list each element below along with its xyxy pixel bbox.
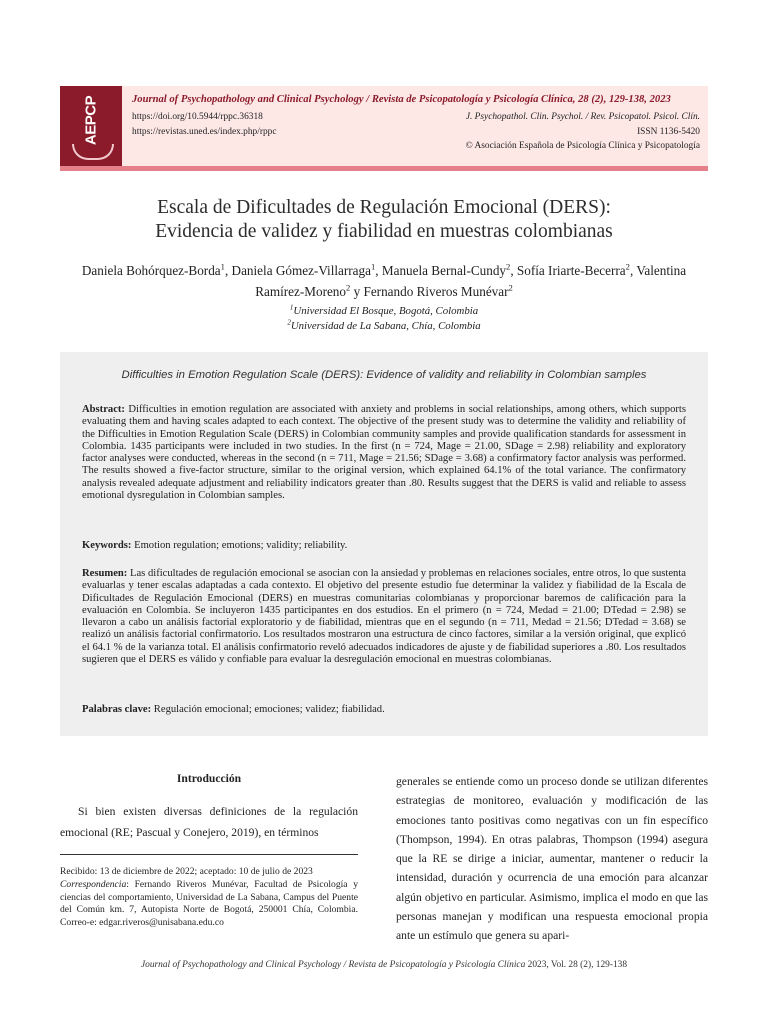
abstract-text: Difficulties in emotion regulation are associated with anxiety and problems in social relationships, among others, which supports evaluating them and having scales adapted to each context. The objective of the present study was to determine the validity and reliability of the Difficulties in Emotion Regulation Scale (DERS) in Colombian community samples and provide qualification standards for assessment in Colombia. 1435 participants were included in two studies. In the first (n = 724, Mage = 21.00, SDage = 2.98) reliability and exploratory factor analyses were conducted, whereas in the second (n = 711, Mage = 21.56; SDage = 3.68) a confirmatory factor analysis was performed. The results showed a five-factor structure, similar to the original version, which explained 64.1% of the total variance. The confirmatory analysis revealed adequate adjustment and reliability indicators greater than .80. Results suggest that the DERS is valid and reliable to assess emotional dysregulation in Colombian samples. <box>82 404 686 502</box>
issn: ISSN 1136-5420 <box>637 127 700 137</box>
author: Sofía Iriarte-Becerra <box>516 263 626 278</box>
journal-title: Journal of Psychopathology and Clinical Psychology / Revista de Psicopatología y Psicología Clínica, 28 (2), 129-138, 2023 <box>132 94 671 105</box>
keywords-text: Emotion regulation; emotions; validity; reliability. <box>134 540 348 551</box>
intro-heading: Introducción <box>176 772 242 785</box>
journal-abbrev: J. Psychopathol. Clin. Psychol. / Rev. Psicopatol. Psicol. Clín. <box>465 112 700 122</box>
author: Valentina Ramírez-Moreno <box>255 263 687 299</box>
header-divider <box>60 166 708 171</box>
palabras-text: Regulación emocional; emociones; validez; fiabilidad. <box>153 704 385 715</box>
title-line-1: Escala de Dificultades de Regulación Emocional (DERS): <box>157 197 611 218</box>
journal-logo <box>60 86 122 166</box>
resumen-text: Las dificultades de regulación emocional se asocian con la ansiedad y problemas en relaciones sociales, entre otros, lo que sustenta evaluarlas y tener escalas adaptadas a cada contexto. El objetivo del presente estudio fue determinar la validez y fiabilidad de la Escala de Dificultades de Regulación Emocional (DERS) en muestras comunitarias colombianas y proporcionar baremos de calificación para la evaluación en Colombia. Se incluyeron 1435 participantes en dos estudios. En el primero (n = 724, Medad = 21.00; DTedad = 2.98) se llevaron a cabo un análisis factorial exploratorio y de fiabilidad, mientras que en el segundo (n = 711, Medad = 21.56; DTedad = 3.68) se realizó un análisis factorial confirmatorio. Los resultados mostraron una estructura de cinco factores, similar a la versión original, que explicó el 64.1 % de la varianza total. El análisis confirmatorio reveló adecuados indicadores de ajuste y de fiabilidad superiores a .80. Los resultados sugieren que el DERS es válido y confiable para evaluar la desregulación emocional en muestras colombianas. <box>82 568 686 666</box>
copyright: © Asociación Española de Psicología Clínica y Psicopatología <box>465 141 700 151</box>
author: Daniela Gómez-Villarraga <box>231 263 371 278</box>
page-footer <box>60 960 708 970</box>
footer-citation: 2023, Vol. 28 (2), 129-138 <box>525 960 628 970</box>
keywords-label: Keywords: <box>82 540 132 551</box>
abstract-box <box>60 352 708 736</box>
affiliation-1: $^1$Universidad El Bosque, Bogotá, Colombia <box>289 303 479 317</box>
logo-text: AEPCP <box>82 95 100 146</box>
resumen-label: Resumen: <box>82 568 128 579</box>
received-date: Recibido: 13 de diciembre de 2022; aceptado: 10 de julio de 2023 <box>60 866 313 877</box>
keywords <box>82 540 686 552</box>
doi-link[interactable]: https://doi.org/10.5944/rppc.36318 <box>132 112 263 122</box>
english-title: Difficulties in Emotion Regulation Scale (DERS): Evidence of validity and reliability in Colombian samples <box>121 369 647 381</box>
footnote-rule <box>60 854 358 855</box>
resumen <box>82 568 686 666</box>
author: Daniela Bohórquez-Borda <box>81 263 221 278</box>
affiliation-2: $^2$Universidad de La Sabana, Chía, Colombia <box>287 318 481 332</box>
palabras-label: Palabras clave: <box>82 704 152 715</box>
author: Manuela Bernal-Cundy <box>381 263 507 278</box>
correspondence: Correspondencia: Fernando Riveros Munévar, Facultad de Psicología y ciencias del comportamiento, Universidad de La Sabana, Campus del Puente del Común km. 7, Autopista Norte de Bogotá, 250001 Chía, Colombia. Correo-e: edgar.riveros@unisabana.edu.co <box>60 878 358 929</box>
journal-url[interactable]: https://revistas.uned.es/index.php/rppc <box>132 127 277 137</box>
abstract-label: Abstract: <box>82 404 125 415</box>
logo-arc-icon <box>72 144 114 160</box>
palabras-clave <box>82 704 686 716</box>
title-line-2: Evidencia de validez y fiabilidad en muestras colombianas <box>155 221 613 242</box>
abstract <box>82 404 686 502</box>
author-list: Daniela Bohórquez-Borda$^1$, Daniela Gómez-Villarraga$^1$, Manuela Bernal-Cundy$^2$, Sofía Iriarte-Becerra$^2$, Valentina Ramírez-Moreno$^2$ y Fernando Riveros Munévar$^2$ <box>81 261 687 299</box>
body-column-2: generales se entiende como un proceso donde se utilizan diferentes estrategias de monitoreo, evaluación y modificación de las emociones tanto positivas como negativas con un fin específico (Thompson, 1994). En otras palabras, Thompson (1994) asegura que la RE se dirige a iniciar, aumentar, mantener o reducir la intensidad, duración y ocurrencia de una emoción para alcanzar algún objetivo en particular. Asimismo, implica el modo en que las personas manejan y modifican una respuesta emocional propia ante un estímulo que genera su apari- <box>396 775 708 943</box>
article-title <box>60 196 708 244</box>
footer-journal: Journal of Psychopathology and Clinical Psychology / Revista de Psicopatología y Psicología Clínica <box>140 960 526 970</box>
author: Fernando Riveros Munévar <box>363 284 509 299</box>
journal-header <box>60 86 708 166</box>
intro-paragraph: Si bien existen diversas definiciones de la regulación emocional (RE; Pascual y Conejero, 2019), en términos <box>60 805 358 839</box>
article-notes <box>60 866 358 930</box>
